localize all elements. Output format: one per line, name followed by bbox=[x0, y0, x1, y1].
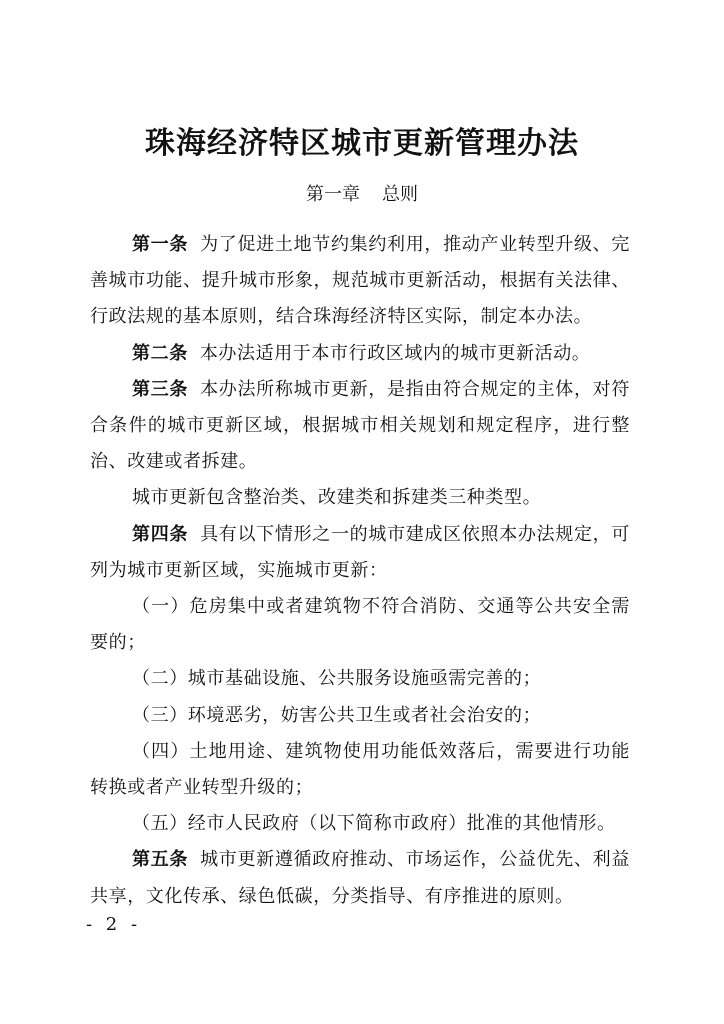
list-item bbox=[90, 589, 630, 661]
paragraph-text: （四）土地用途、建筑物使用功能低效落后，需要进行功能转换或者产业转型升级的； bbox=[90, 740, 630, 799]
paragraph-article-3 bbox=[90, 372, 630, 481]
list-item bbox=[90, 806, 630, 842]
paragraph-text: 城市更新包含整治类、改建类和拆建类三种类型。 bbox=[132, 487, 542, 509]
paragraph-article-1 bbox=[90, 227, 630, 336]
paragraph-article-5 bbox=[90, 842, 630, 914]
paragraph-text: 本办法适用于本市行政区域内的城市更新活动。 bbox=[199, 342, 591, 364]
page-number: - 2 - bbox=[86, 914, 142, 935]
page-title: 珠海经济特区城市更新管理办法 bbox=[145, 126, 579, 161]
list-item bbox=[90, 698, 630, 734]
paragraph-text: 具有以下情形之一的城市建成区依照本办法规定，可列为城市更新区域，实施城市更新： bbox=[90, 523, 630, 581]
chapter-name: 总则 bbox=[382, 184, 418, 205]
paragraph-text: （一）危房集中或者建筑物不符合消防、交通等公共安全需要的； bbox=[90, 596, 630, 654]
article-label: 第三条 bbox=[132, 378, 189, 400]
paragraph-text: 为了促进土地节约集约利用，推动产业转型升级、完善城市功能、提升城市形象，规范城市更新活动，根据有关法律、行政法规的基本原则，结合珠海经济特区实际，制定本办法。 bbox=[90, 234, 630, 328]
paragraph-text: （三）环境恶劣，妨害公共卫生或者社会治安的； bbox=[132, 704, 542, 726]
paragraph-update-types bbox=[90, 480, 630, 516]
list-item bbox=[90, 734, 630, 806]
paragraph-article-2 bbox=[90, 336, 630, 372]
list-item bbox=[90, 661, 630, 697]
chapter-heading bbox=[0, 183, 724, 207]
article-label: 第二条 bbox=[132, 342, 188, 364]
article-label: 第四条 bbox=[132, 523, 189, 545]
paragraph-article-4 bbox=[90, 517, 630, 589]
chapter-number: 第一章 bbox=[306, 184, 360, 205]
article-label: 第一条 bbox=[132, 234, 189, 255]
paragraph-text: （五）经市人民政府（以下简称市政府）批准的其他情形。 bbox=[132, 813, 616, 835]
article-label: 第五条 bbox=[132, 849, 189, 871]
paragraph-text: （二）城市基础设施、公共服务设施亟需完善的； bbox=[132, 668, 542, 690]
paragraph-text: 本办法所称城市更新，是指由符合规定的主体，对符合条件的城市更新区域，根据城市相关规划和规定程序，进行整治、改建或者拆建。 bbox=[90, 378, 630, 473]
document-body bbox=[90, 227, 630, 915]
paragraph-text: 城市更新遵循政府推动、市场运作，公益优先、利益共享，文化传承、绿色低碳，分类指导、有序推进的原则。 bbox=[90, 849, 630, 907]
